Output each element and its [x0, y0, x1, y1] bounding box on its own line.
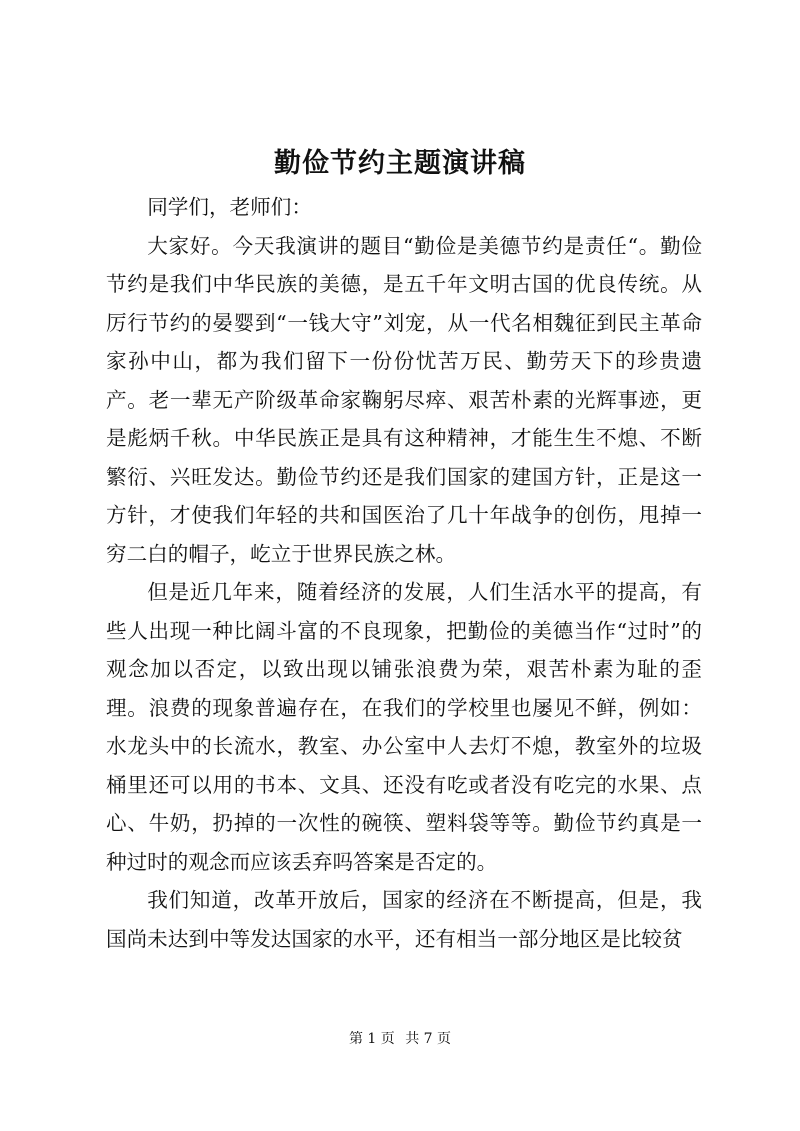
page-total: 共 7 页	[405, 1031, 452, 1047]
salutation: 同学们，老师们：	[147, 195, 312, 219]
page-number: 第 1 页	[348, 1031, 395, 1047]
paragraph-2: 但是近几年来，随着经济的发展，人们生活水平的提高，有些人出现一种比阔斗富的不良现象，把勤俭的美德当作“过时”的观念加以否定，以致出现以铺张浪费为荣，艰苦朴素为耻的歪理。浪费的现象普遍存在，在我们的学校里也屡见不鲜，例如：水龙头中的长流水，教室、办公室中人去灯不熄，教室外的垃圾桶里还可以用的书本、文具、还没有吃或者没有吃完的水果、点心、牛奶，扔掉的一次性的碗筷、塑料袋等等。勤俭节约真是一种过时的观念而应该丢弃吗答案是否定的。	[106, 580, 702, 874]
page-footer	[0, 1029, 800, 1049]
document-body	[106, 188, 702, 958]
document-title: 勤俭节约主题演讲稿	[274, 148, 526, 179]
paragraph-1: 大家好。今天我演讲的题目“勤俭是美德节约是责任“。勤俭节约是我们中华民族的美德，是五千年文明古国的优良传统。从厉行节约的晏婴到“一钱大守”刘宠，从一代名相魏征到民主革命家孙中山，都为我们留下一份份忧苦万民、勤劳天下的珍贵遗产。老一辈无产阶级革命家鞠躬尽瘁、艰苦朴素的光辉事迹，更是彪炳千秋。中华民族正是具有这种精神，才能生生不熄、不断繁衍、兴旺发达。勤俭节约还是我们国家的建国方针，正是这一方针，才使我们年轻的共和国医治了几十年战争的创伤，甩掉一穷二白的帽子，屹立于世界民族之林。	[106, 233, 702, 566]
paragraph-3: 我们知道，改革开放后，国家的经济在不断提高，但是，我国尚未达到中等发达国家的水平，还有相当一部分地区是比较贫	[106, 888, 702, 951]
